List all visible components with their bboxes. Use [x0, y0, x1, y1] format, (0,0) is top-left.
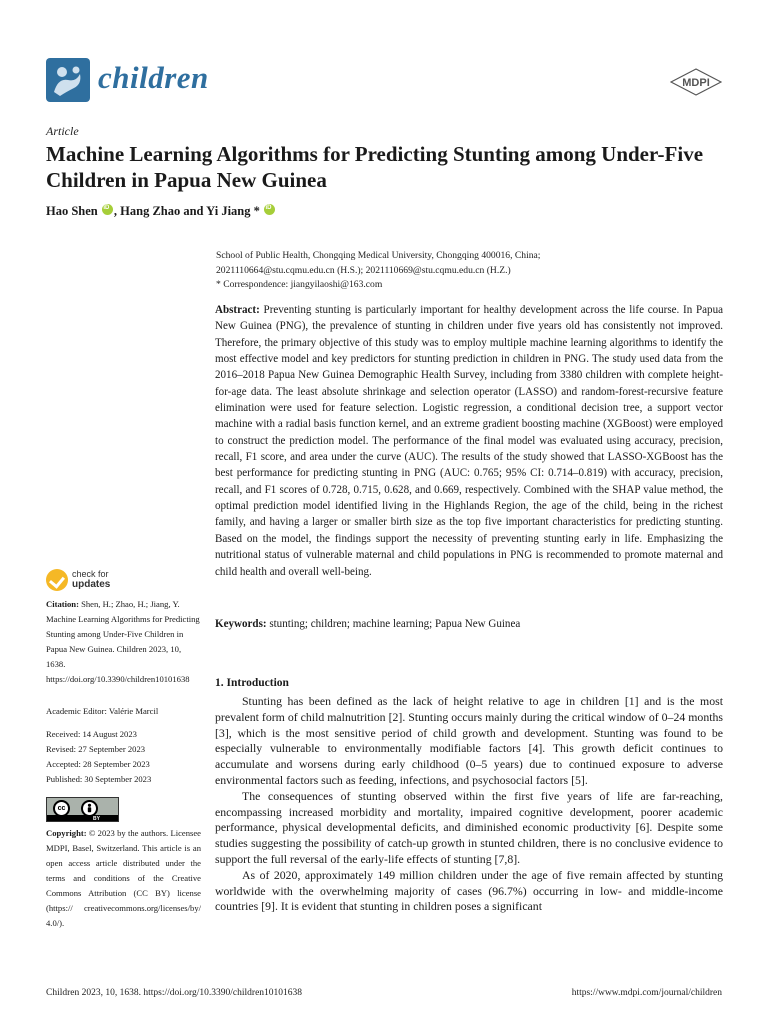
affiliation-emails[interactable]: 2021110664@stu.cqmu.edu.cn (H.S.); 2021110669@stu.cqmu.edu.cn (H.Z.)	[216, 264, 511, 276]
children-journal-logo-icon	[46, 58, 90, 102]
cc-by-license-badge[interactable]	[46, 797, 119, 822]
introduction-paragraph: As of 2020, approximately 149 million children under the age of five remain affected by stunting worldwide with the overwhelming majority of cases (96.7%) occurring in low- and middle-income countries [9]. It is evident that stunting in children poses a significant	[215, 867, 723, 914]
publication-dates	[46, 727, 201, 787]
citation-label: Citation:	[46, 599, 79, 609]
orcid-icon[interactable]	[264, 204, 275, 215]
check-for-updates-button[interactable]	[46, 567, 156, 595]
affiliation-line: School of Public Health, Chongqing Medical University, Chongqing 400016, China;	[216, 250, 541, 261]
check-for-updates-label-bold: updates	[72, 579, 111, 590]
affiliations	[216, 249, 726, 293]
journal-header	[46, 56, 722, 106]
orcid-icon[interactable]	[102, 204, 113, 215]
keywords	[215, 616, 723, 632]
introduction-paragraph: The consequences of stunting observed within the first five years of life are far-reaching, encompassing increased morbidity and mortality, impaired cognitive development, poorer academic performance, physical developmental deficits, and diminished economic productivity [6]. Despite some studies suggesting the possibility of catch-up growth in stunted children, there is no conclusive evidence to support the full reversal of the early-life effects of stunting [7,8].	[215, 788, 723, 866]
copyright-label: Copyright:	[46, 828, 87, 838]
author-name[interactable]: , Hang Zhao and Yi Jiang *	[113, 204, 260, 218]
section-heading-introduction: 1. Introduction	[215, 677, 289, 689]
abstract	[215, 302, 723, 580]
journal-name: children	[98, 60, 209, 95]
author-list	[46, 204, 276, 219]
article-title: Machine Learning Algorithms for Predicting Stunting among Under-Five Children in Papua New Guinea	[46, 142, 704, 192]
cc-icon: cc	[53, 800, 70, 817]
introduction-body	[215, 694, 723, 915]
introduction-paragraph: Stunting has been defined as the lack of height relative to age in children [1] and is the most prevalent form of child malnutrition [2]. Stunting occurs mainly during the critical window of 0–24 months [3], which is the most sensitive period of child growth and development. Stunting was found to be especially vulnerable to environmentally modifiable factors [4]. This growth deficit continues to accumulate and worsens during early childhood (0–5 years) due to continued exposure to adverse environmental factors such as feeding, infections, and psychosocial factors [5].	[215, 694, 723, 787]
footer-journal-link[interactable]: https://www.mdpi.com/journal/children	[571, 988, 722, 998]
author-name[interactable]: Hao Shen	[46, 204, 98, 218]
check-for-updates-label: check for	[72, 569, 109, 579]
citation-block	[46, 597, 201, 687]
correspondence-line[interactable]: * Correspondence: jiangyilaoshi@163.com	[216, 279, 383, 290]
copyright-block	[46, 826, 201, 931]
attribution-person-icon	[81, 800, 98, 817]
abstract-text: Preventing stunting is particularly important for healthy development across the life course. In Papua New Guinea (PNG), the prevalence of stunting in children under five years old has consistently not improved. Therefore, the primary objective of this study was to employ multiple machine learning algorithms to identify the most effective model and key predictors for stunting prediction in children in PNG. The study used data from the 2016–2018 Papua New Guinea Demographic Health Survey, including from 3380 children with complete height-for-age data. The least absolute shrinkage and selection operator (LASSO) and random-forest-recursive feature elimination were used for feature selection. Logistic regression, a conditional decision tree, a support vector machine with a radial basis function kernel, and an extreme gradient boosting machine (XGBoost) were employed to construct the prediction model. The performance of the final model was evaluated using accuracy, precision, recall, F1 score, and area under the curve (AUC). The results of the study showed that LASSO-XGBoost has the best performance for predicting stunting in PNG (AUC: 0.765; 95% CI: 0.714–0.819) with accuracy, precision, recall, and F1 scores of 0.728, 0.715, 0.628, and 0.669, respectively. Combined with the SHAP value method, the optimal prediction model identified living in the Highlands Region, the age of the child, being in the richest family, and having a larger or smaller birth size as the top five important characteristics for predicting stunting. Based on the model, the findings support the necessity of preventing stunting early in life. Emphasizing the nutritional status of vulnerable maternal and child populations in PNG is recommended to promote maternal and child health and overall well-being.	[215, 304, 723, 578]
received-date: Received: 14 August 2023	[46, 729, 137, 739]
citation-text[interactable]: Shen, H.; Zhao, H.; Jiang, Y. Machine Learning Algorithms for Predicting Stunting among Under-Five Children in Papua New Guinea. Children 2023, 10, 1638. https://doi.org/10.3390/children10101638	[46, 599, 200, 684]
mdpi-logo-icon	[670, 68, 722, 96]
keywords-label: Keywords:	[215, 618, 267, 630]
footer-citation[interactable]: Children 2023, 10, 1638. https://doi.org/10.3390/children10101638	[46, 988, 303, 998]
revised-date: Revised: 27 September 2023	[46, 744, 146, 754]
accepted-date: Accepted: 28 September 2023	[46, 759, 150, 769]
keywords-text: stunting; children; machine learning; Papua New Guinea	[269, 618, 521, 630]
abstract-label: Abstract:	[215, 304, 260, 316]
check-for-updates-icon	[46, 569, 68, 591]
copyright-text: © 2023 by the authors. Licensee MDPI, Basel, Switzerland. This article is an open access article distributed under the terms and conditions of the Creative Commons Attribution (CC BY) license (https:// creativecommons.org/licenses/by/ 4.0/).	[46, 828, 201, 928]
published-date: Published: 30 September 2023	[46, 774, 152, 784]
article-type: Article	[46, 124, 79, 138]
academic-editor: Academic Editor: Valérie Marcil	[46, 706, 159, 716]
cc-by-label: BY	[93, 816, 100, 822]
mdpi-logo-text: MDPI	[682, 77, 710, 89]
